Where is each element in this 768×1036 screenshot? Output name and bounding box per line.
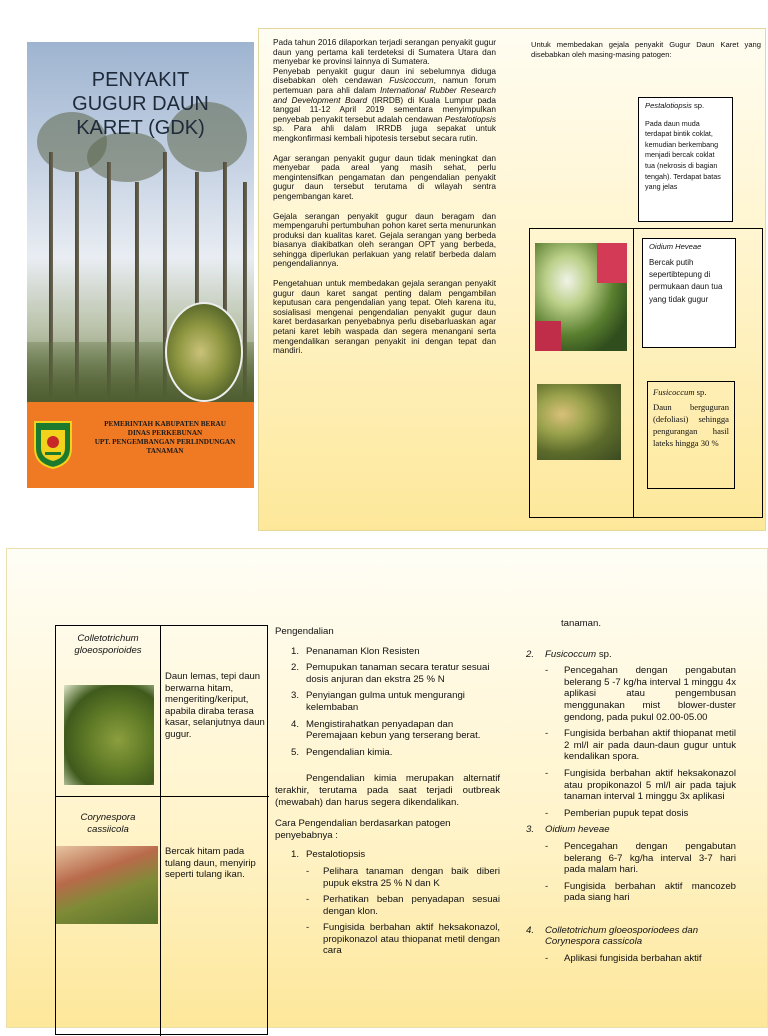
fusicoccum-box xyxy=(647,381,735,489)
pestalotiopsis-box xyxy=(638,97,733,222)
intro-paragraph-4: Gejala serangan penyakit gugur daun beragam dan mempengaruhi pertumbuhan pohon karet serta menurunkan produksi dan kualitas karet. Gejala serangan yang berbeda biasanya diakibatkan oleh serangan OPT yang berbeda, sehingga diperlukan perlakuan yang relatif berbeda dalam pengendaliannya. xyxy=(273,210,496,269)
fusicoccum-control-list: - Pencegahan dengan pengabutan belerang 5 -7 kg/ha interval 1 minggu 4x aplikasi atau pengembusan menggunakan mist blower-duster gendong, pada pukul 02.00-05.00 - Fungisida berbahan aktif thiopanat metil 2 ml/l air pada daun-daun gugur untuk kendalikan spora. - Fungisida berbahan aktif heksakonazol atau propikonazol 5 ml/l air pada tajuk tanaman interval 1 minggu 3x aplikasi - Pemberian pupuk tepat dosis xyxy=(545,665,736,819)
cover-organization-text xyxy=(79,420,251,456)
control-item-2: 2. Pemupukan tanaman secara teratur sesuai dosis anjuran dan ekstra 25 % N xyxy=(291,662,490,685)
colleto-control-heading: 4. Colletotrichum gloeosporiodees dan Corynespora cassicola xyxy=(526,924,699,948)
intro-paragraph-3: Agar serangan penyakit gugur daun tidak meningkat dan menyebar pada areal yang masih sehat, perlu mengintensifkan pengamatan dan pengendalian penyakit gugur daun tersebut terutama di wilayah sentra pengembangan karet. xyxy=(273,152,496,201)
pestalotiopsis-control-item-1: - Pelihara tanaman dengan baik diberi pupuk ekstra 25 % N dan K xyxy=(306,865,500,889)
org-line-3: UPT. PENGEMBANGAN PERLINDUNGAN xyxy=(94,438,236,446)
corynespora-leaf-photo xyxy=(56,846,158,924)
fusicoccum-leaf-photo xyxy=(537,384,621,460)
control-item-5: 5. Pengendalian kimia. xyxy=(291,746,393,758)
org-line-4: TANAMAN xyxy=(146,447,184,455)
colleto-name: Colletotrichum gloeosporioides xyxy=(74,633,142,656)
control-heading: Pengendalian xyxy=(275,626,334,637)
pathogen-control-intro: Cara Pengendalian berdasarkan patogen penyebabnya : xyxy=(275,818,451,841)
control-item-4: 4. Mengistirahatkan penyadapan dan Peremajaan kebun yang terserang berat. xyxy=(291,718,481,742)
pestalotiopsis-control-item-2: - Perhatikan beban penyadapan sesuai dengan klon. xyxy=(306,894,500,917)
oidium-box xyxy=(642,238,736,348)
pestalotiopsis-name: Pestalotiopsis sp. xyxy=(645,101,705,110)
control-list xyxy=(275,646,500,759)
intro-paragraph-2: Penyebab penyakit gugur daun ini sebelumnya diduga disebabkan oleh cendawan Fusicoccum, namun forum pertemuan para ahli dalam International Rubber Research and Development Board (IRRDB) di Kuala Lumpur pada tanggal 11-12 April 2019 sementara menyimpulkan penyebab penyakit tersebut adalah cendawan Pestalotiopsis sp. Para ahli dalam IRRDB juga sepakat untuk mengkonfirmasi kembali hipotesis tersebut secara rutin. xyxy=(273,65,497,143)
cover-title-line-2: GUGUR DAUN xyxy=(72,93,209,115)
pestalotiopsis-control: 1. Pestalotiopsis - Pelihara tanaman dengan baik diberi pupuk ekstra 25 % N dan K - Perhatikan beban penyadapan sesuai dengan klon. - Fungisida berbahan aktif heksakonazol, propikonazol atau thiopanat metil dengan cara xyxy=(291,849,500,957)
cover-footer-band xyxy=(27,402,254,488)
oidium-control-list: - Pencegahan dengan pengabutan belerang 6-7 kg/ha interval 3-7 hari pada malam hari. - Fungisida berbahan aktif mancozeb pada siang hari xyxy=(545,840,736,904)
oidium-leaf-photo xyxy=(535,243,627,351)
colleto-desc: Daun lemas, tepi daun berwarna hitam, mengeriting/keriput, apabila diraba terasa kasar, selanjutnya daun gugur. xyxy=(165,671,265,740)
control-item-3: 3. Penyiangan gulma untuk mengurangi kelembaban xyxy=(291,690,465,713)
org-line-2: DINAS PERKEBUNAN xyxy=(127,429,203,437)
symptoms-heading: Untuk membedakan gejala penyakit Gugur Daun Karet yang disebabkan oleh masing-masing patogen: xyxy=(531,40,761,59)
continued-text: tanaman. xyxy=(561,618,602,629)
colletotrichum-leaf-photo xyxy=(64,685,154,785)
coryne-name: Corynespora cassiicola xyxy=(80,812,136,835)
intro-paragraph-5: Pengetahuan untuk membedakan gejala serangan penyakit gugur daun karet sangat penting dalam pengambilan keputusan cara pengendalian yang tepat. Oleh karena itu, sosialisasi mengenai pengendalian penyakit gugur daun karet berdasarkan penyebabnya perlu disebarluaskan agar petani karet lebih waspada dan segera menangani serta mengendalikan serangan penyakit ini dengan tepat dan mandiri. xyxy=(273,278,496,356)
cover-title-line-3: KARET (GDK) xyxy=(76,117,205,139)
oidium-control-heading: 3. Oidium heveae xyxy=(526,824,610,836)
berau-regency-logo-icon xyxy=(33,418,73,470)
control-item-1: 1. Penanaman Klon Resisten xyxy=(291,645,420,657)
chemical-control-paragraph: Pengendalian kimia merupakan alternatif terakhir, terutama pada saat terjadi outbreak (mewabah) dan harus segera dikendalikan. xyxy=(275,773,500,808)
control-column-right xyxy=(526,618,736,965)
fusicoccum-desc: Daun berguguran (defoliasi) sehingga pengurangan hasil lateks hingga 30 % xyxy=(653,402,729,448)
control-column xyxy=(275,626,500,957)
colleto-control-list: - Aplikasi fungisida berbahan aktif xyxy=(545,953,702,965)
cover-title-line-1: PENYAKIT xyxy=(91,69,190,91)
intro-text xyxy=(273,38,496,356)
pestalotiopsis-control-item-3: - Fungisida berbahan aktif heksakonazol, propikonazol atau thiopanat metil dengan cara xyxy=(306,922,500,957)
coryne-desc: Bercak hitam pada tulang daun, menyirip seperti tulang ikan. xyxy=(165,846,256,880)
cover-panel xyxy=(27,42,254,488)
fusicoccum-control-heading: 2. Fusicoccum sp. xyxy=(526,648,612,660)
intro-paragraph-1: Pada tahun 2016 dilaporkan terjadi serangan penyakit gugur daun yang pertama kali terdeteksi di Sumatera Utara dan menyebar ke provinsi lainnya di Sumatera. xyxy=(273,37,496,67)
org-line-1: PEMERINTAH KABUPATEN BERAU xyxy=(104,420,226,428)
fusicoccum-name: Fusicoccum sp. xyxy=(653,387,707,397)
pestalotiopsis-desc: Pada daun muda terdapat bintik coklat, kemudian berkembang menjadi bercak coklat tua (nekrosis di bagian tengah). Terdapat batas yang jelas xyxy=(645,118,721,192)
oidium-name: Oidium Heveae xyxy=(649,242,702,251)
oidium-desc: Bercak putih sepertibtepung di permukaan daun tua yang tidak gugur xyxy=(649,257,723,304)
cover-title xyxy=(27,68,254,140)
diseased-leaf-photo xyxy=(165,302,243,402)
